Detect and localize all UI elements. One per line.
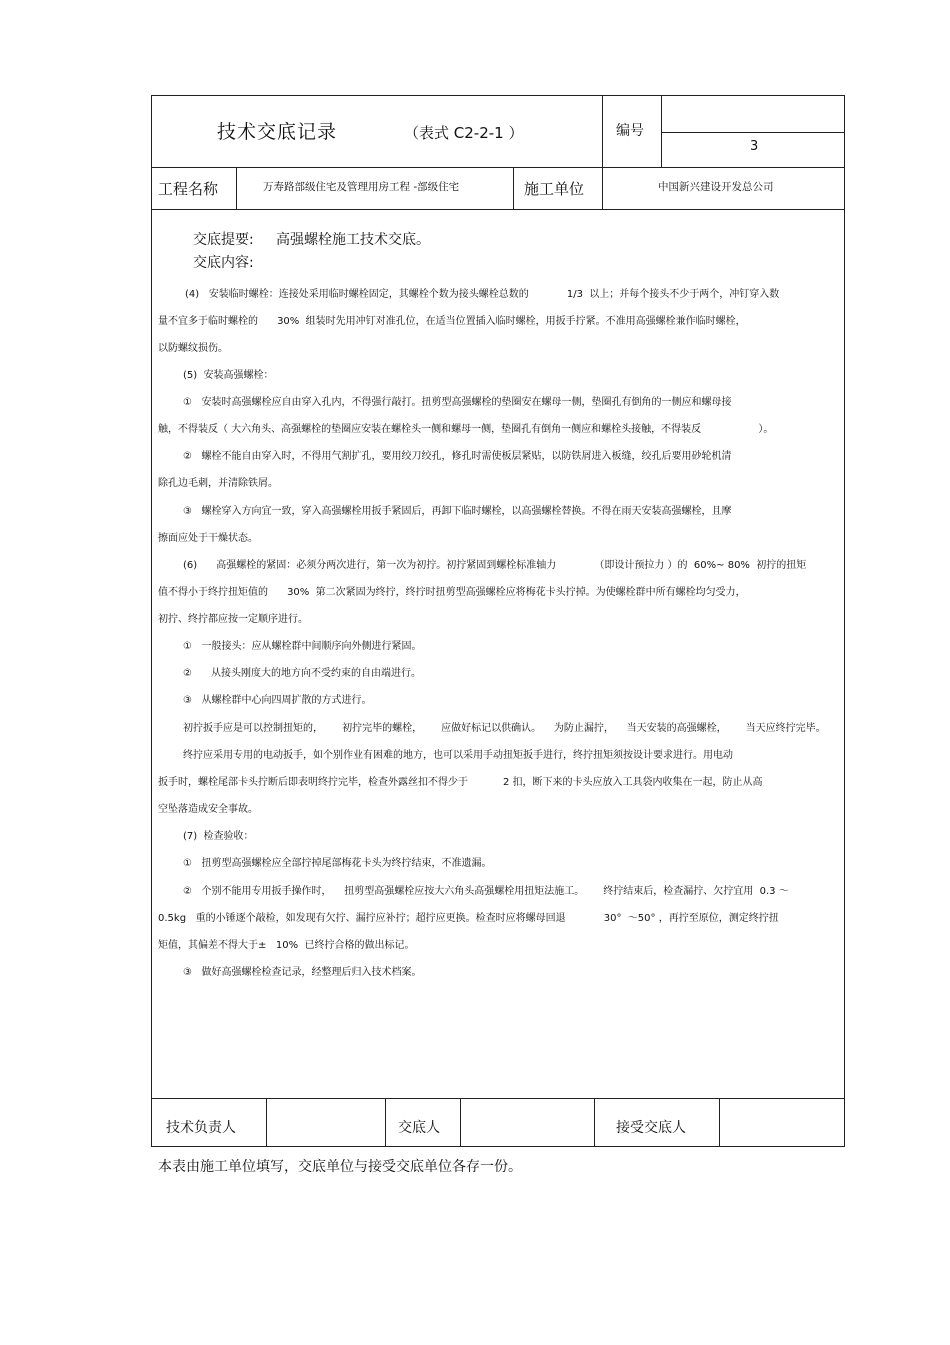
content-line: 矩值，其偏差不得大于± 10% 已终拧合格的做出标记。: [158, 940, 415, 951]
content-line: 除孔边毛刺，并清除铁屑。: [158, 478, 278, 489]
serial-number-label: 编号: [616, 123, 644, 139]
content-line: (7) 检查验收：: [183, 831, 254, 842]
content-line: 初拧扳手应是可以控制扭矩的， 初拧完毕的螺栓， 应做好标记以供确认。 为防止漏拧， 当天安装的高强螺栓， 当天应终拧完毕。: [183, 723, 826, 734]
content-line: ① 一般接头：应从螺栓群中间顺序向外侧进行紧固。: [183, 641, 422, 652]
project-name-label: 工程名称: [158, 180, 219, 198]
content-line: 值不得小于终拧扭矩值的 30% 第二次紧固为终拧，终拧时扭剪型高强螺栓应将梅花卡头拧掉。为使螺栓群中所有螺栓均匀受力，: [158, 587, 746, 598]
content-line: ② 个别不能用专用扳手操作时， 扭剪型高强螺栓应按大六角头高强螺栓用扭矩法施工。 终拧结束后，检查漏拧、欠拧宜用 0.3 ～: [183, 886, 789, 897]
form-code: （表式 C2-2-1 ）: [404, 124, 524, 142]
content-line: 扳手时，螺栓尾部卡头拧断后即表明终拧完毕，检查外露丝扣不得少于 2 扣，断下来的卡头应放入工具袋内收集在一起，防止从高: [158, 777, 763, 788]
content-line: 以防螺纹损伤。: [158, 343, 228, 354]
grid-line: [594, 1098, 595, 1147]
grid-line: [513, 167, 514, 210]
content-line: (5) 安装高强螺栓：: [183, 370, 274, 381]
content-line: 空坠落造成安全事故。: [158, 804, 258, 815]
content-line: ③ 从螺栓群中心向四周扩散的方式进行。: [183, 695, 372, 706]
serial-number-value: 3: [750, 139, 759, 154]
content-line: ③ 做好高强螺栓检查记录，经整理后归入技术档案。: [183, 967, 422, 978]
discloser-label: 交底人: [398, 1120, 440, 1136]
project-name-value: 万寿路部级住宅及管理用房工程 -部级住宅: [263, 181, 460, 193]
grid-line: [151, 1098, 845, 1099]
footer-note: 本表由施工单位填写，交底单位与接受交底单位各存一份。: [158, 1159, 522, 1175]
grid-line: [151, 167, 845, 168]
content-line: 0.5kg 重的小锤逐个敲检，如发现有欠拧、漏拧应补拧；超拧应更换。检查时应将螺母回退 30° ～50° ，再拧至原位，测定终拧扭: [158, 913, 779, 924]
grid-line: [602, 167, 603, 210]
summary-label: 交底提要:: [193, 232, 254, 248]
summary-text: 高强螺栓施工技术交底。: [276, 232, 430, 248]
grid-line: [385, 1098, 386, 1147]
content-line: 终拧应采用专用的电动扳手，如个别作业有困难的地方，也可以采用手动扭矩扳手进行，终拧扭矩须按设计要求进行。用电动: [183, 750, 733, 761]
content-line: 触，不得装反（ 大六角头、高强螺栓的垫圈应安装在螺栓头一侧和螺母一侧，垫圈孔有倒角一侧应和螺栓头接触，不得装反 ）。: [158, 424, 774, 435]
content-line: 量不宜多于临时螺栓的 30% 组装时先用冲钉对准孔位，在适当位置插入临时螺栓，用扳手拧紧。不准用高强螺栓兼作临时螺栓，: [158, 316, 746, 327]
content-line: (6) 高强螺栓的紧固：必须分两次进行，第一次为初拧。初拧紧固到螺栓标准轴力 （即设计预拉力 ）的 60%~ 80% 初拧的扭矩: [183, 560, 807, 571]
page-title: 技术交底记录: [217, 121, 338, 143]
tech-lead-label: 技术负责人: [166, 1120, 236, 1136]
content-line: 擦面应处于干燥状态。: [158, 533, 258, 544]
receiver-label: 接受交底人: [616, 1120, 686, 1136]
content-line: ③ 螺栓穿入方向宜一致，穿入高强螺栓用扳手紧固后，再卸下临时螺栓，以高强螺栓替换。不得在雨天安装高强螺栓，且摩: [183, 506, 732, 517]
content-line: ① 安装时高强螺栓应自由穿入孔内，不得强行敲打。扭剪型高强螺栓的垫圈安在螺母一侧，垫圈孔有倒角的一侧应和螺母接: [183, 397, 732, 408]
content-label: 交底内容:: [193, 255, 254, 271]
construction-unit-value: 中国新兴建设开发总公司: [658, 181, 774, 193]
content-line: ② 螺栓不能自由穿入时，不得用气割扩孔，要用绞刀绞孔，修孔时需使板层紧贴，以防铁屑进入板缝，绞孔后要用砂轮机清: [183, 451, 732, 462]
grid-line: [266, 1098, 267, 1147]
content-line: (4) 安装临时螺栓：连接处采用临时螺栓固定，其螺栓个数为接头螺栓总数的 1/3 以上；并每个接头不少于两个，冲钉穿入数: [185, 289, 780, 300]
grid-line: [661, 132, 845, 133]
content-line: 初拧、终拧都应按一定顺序进行。: [158, 614, 308, 625]
construction-unit-label: 施工单位: [524, 180, 585, 198]
grid-line: [460, 1098, 461, 1147]
grid-line: [151, 209, 845, 210]
grid-line: [236, 167, 237, 210]
grid-line: [719, 1098, 720, 1147]
content-line: ① 扭剪型高强螺栓应全部拧掉尾部梅花卡头为终拧结束，不准遗漏。: [183, 858, 492, 869]
content-line: ② 从接头刚度大的地方向不受约束的自由端进行。: [183, 668, 422, 679]
grid-line: [602, 95, 603, 168]
